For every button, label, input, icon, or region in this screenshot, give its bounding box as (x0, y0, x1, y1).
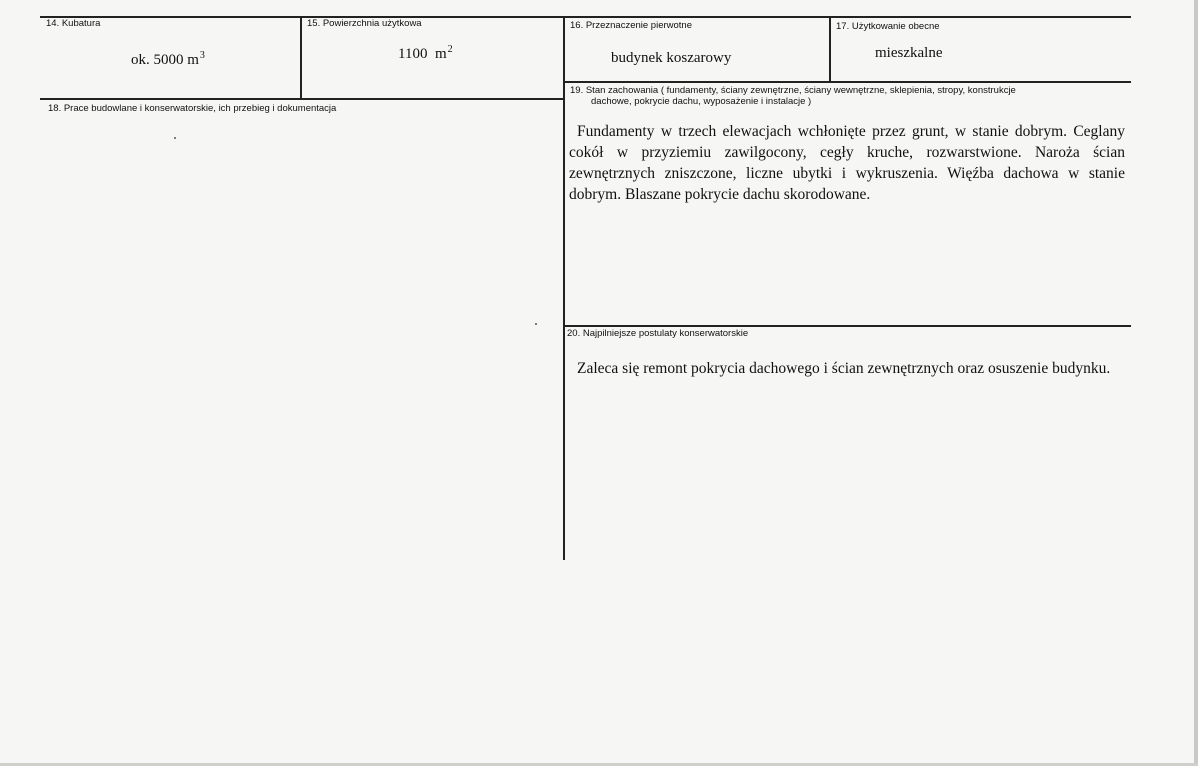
field-14-value (131, 50, 205, 69)
scan-speck (535, 323, 537, 325)
rule-under-16-17 (563, 81, 1131, 83)
rule-above-20 (563, 325, 1131, 327)
divider-14-15 (300, 16, 302, 99)
field-14-value-text: ok. 5000 m (131, 52, 199, 68)
field-15-value-text: 1100 m (398, 46, 447, 62)
field-17-label: 17. Użytkowanie obecne (836, 21, 940, 32)
field-16-label: 16. Przeznaczenie pierwotne (570, 20, 692, 31)
field-15-label: 15. Powierzchnia użytkowa (307, 18, 422, 29)
top-rule (40, 16, 1131, 18)
field-19-label-line1: 19. Stan zachowania ( fundamenty, ściany zewnętrzne, ściany wewnętrzne, sklepienia, stropy, konstrukcje (570, 85, 1016, 96)
field-19-value: Fundamenty w trzech elewacjach wchłonięte przez grunt, w stanie dobrym. Ceglany cokół w przyziemiu zawilgocony, cegły kruche, rozwarstwione. Naroża ścian zewnętrznych zniszczone, liczne ubytki i wykruszenia. Więźba dachowa w stanie dobrym. Blaszane pokrycie dachu skorodowane. (569, 123, 1125, 203)
field-19-label-line2: dachowe, pokrycie dachu, wyposażenie i instalacje ) (591, 96, 812, 107)
field-15-value (398, 44, 453, 63)
divider-16-17 (829, 16, 831, 82)
field-16-value: budynek koszarowy (611, 50, 732, 66)
field-14-value-exponent: 3 (199, 50, 205, 61)
field-20-label: 20. Najpilniejsze postulaty konserwatorskie (567, 328, 749, 339)
field-14-label: 14. Kubatura (46, 18, 101, 29)
field-20-value: Zaleca się remont pokrycia dachowego i ścian zewnętrznych oraz osuszenie budynku. (577, 360, 1111, 377)
field-18-label: 18. Prace budowlane i konserwatorskie, ich przebieg i dokumentacja (48, 103, 337, 114)
scan-speck (174, 137, 176, 139)
field-17-value: mieszkalne (875, 45, 943, 61)
rule-under-14-15 (40, 98, 564, 100)
scan-edge-right (1194, 0, 1198, 766)
field-18-value (48, 120, 548, 540)
field-15-value-exponent: 2 (447, 44, 453, 55)
